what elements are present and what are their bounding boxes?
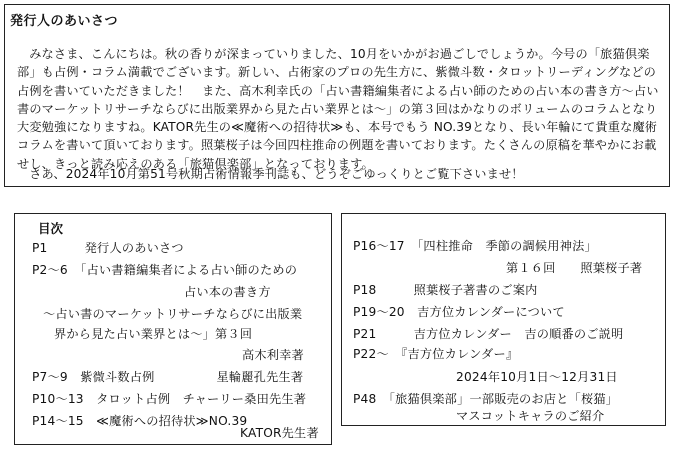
toc-heading: 目次 xyxy=(38,221,64,236)
toc-entry-p2-cont3: 界から見た占い業界とは～」第３回 xyxy=(54,327,253,341)
toc-entry-p19: P19～20 吉方位カレンダーについて xyxy=(353,305,565,319)
toc-entry-p22-dates: 2024年10月1日～12月31日 xyxy=(456,370,618,384)
table-of-contents-right xyxy=(341,213,666,426)
toc-entry-p7: P7～9 紫微斗数占例 星輪麗孔先生著 xyxy=(32,370,304,384)
greeting-paragraph-1: みなさま、こんにちは。秋の香りが深まっていりました、10月をいかがお過ごしでしょうか。今号の「旅猫倶楽部」も占例・コラム満載でございます。新しい、占術家のプロの先生方に、紫微斗数・タロットリーディングなどの占例を書いていただきました！ また、高木利幸氏の「占い書籍編集者による占い師のための占い本の書き方～占い書のマーケットリサーチならびに出版業界から見た占い業界とは～」の第３回はかなりのボリュームのコラムとなり大変勉強になりますね。KATOR先生の≪魔術への招待状≫も、本号でもう NO.39となり、長い年輪にて貴重な魔術コラムを書いて頂いております。照葉桜子は今回四柱推命の例題を書いております。たくさんの原稿を華やかにお載せし、きっと読み応えのある「旅猫倶楽部」となっております。 xyxy=(17,47,659,171)
toc-entry-p21: P21 吉方位カレンダー 吉の順番のご説明 xyxy=(353,327,624,341)
toc-entry-p10: P10～13 タロット占例 チャーリー桑田先生著 xyxy=(32,392,307,406)
toc-entry-p22: P22～ 『吉方位カレンダー』 xyxy=(353,347,519,361)
toc-entry-p16-author: 第１６回 照葉桜子著 xyxy=(506,261,643,275)
toc-entry-p2: P2～6 「占い書籍編集者による占い師のための xyxy=(32,263,298,277)
toc-entry-p18: P18 照葉桜子著書のご案内 xyxy=(353,283,538,297)
toc-entry-p14: P14～15 ≪魔術への招待状≫NO.39 xyxy=(32,414,248,428)
toc-entry-p48-cont: マスコットキャラのご紹介 xyxy=(456,409,605,423)
greeting-title: 発行人のあいさつ xyxy=(10,14,119,29)
greeting-section xyxy=(4,4,670,187)
greeting-paragraph-2: さあ、2024年10月第51号秋期占術情報季刊誌も、どうぞごゆっくりとご覧下さいませ！ xyxy=(29,167,524,181)
toc-entry-p1: P1 発行人のあいさつ xyxy=(32,241,184,255)
table-of-contents-left xyxy=(14,213,332,445)
toc-entry-p14-author: KATOR先生著 xyxy=(240,426,319,440)
toc-entry-p2-cont1: 占い本の書き方 xyxy=(184,285,271,299)
toc-entry-p48: P48 「旅猫倶楽部」一部販売のお店と「桜猫」 xyxy=(353,392,619,406)
toc-entry-p16: P16～17 「四柱推命 季節の調候用神法」 xyxy=(353,239,597,253)
toc-entry-p2-cont2: ～占い書のマーケットリサーチならびに出版業 xyxy=(43,307,303,321)
toc-entry-p2-author: 高木利幸著 xyxy=(242,348,304,362)
